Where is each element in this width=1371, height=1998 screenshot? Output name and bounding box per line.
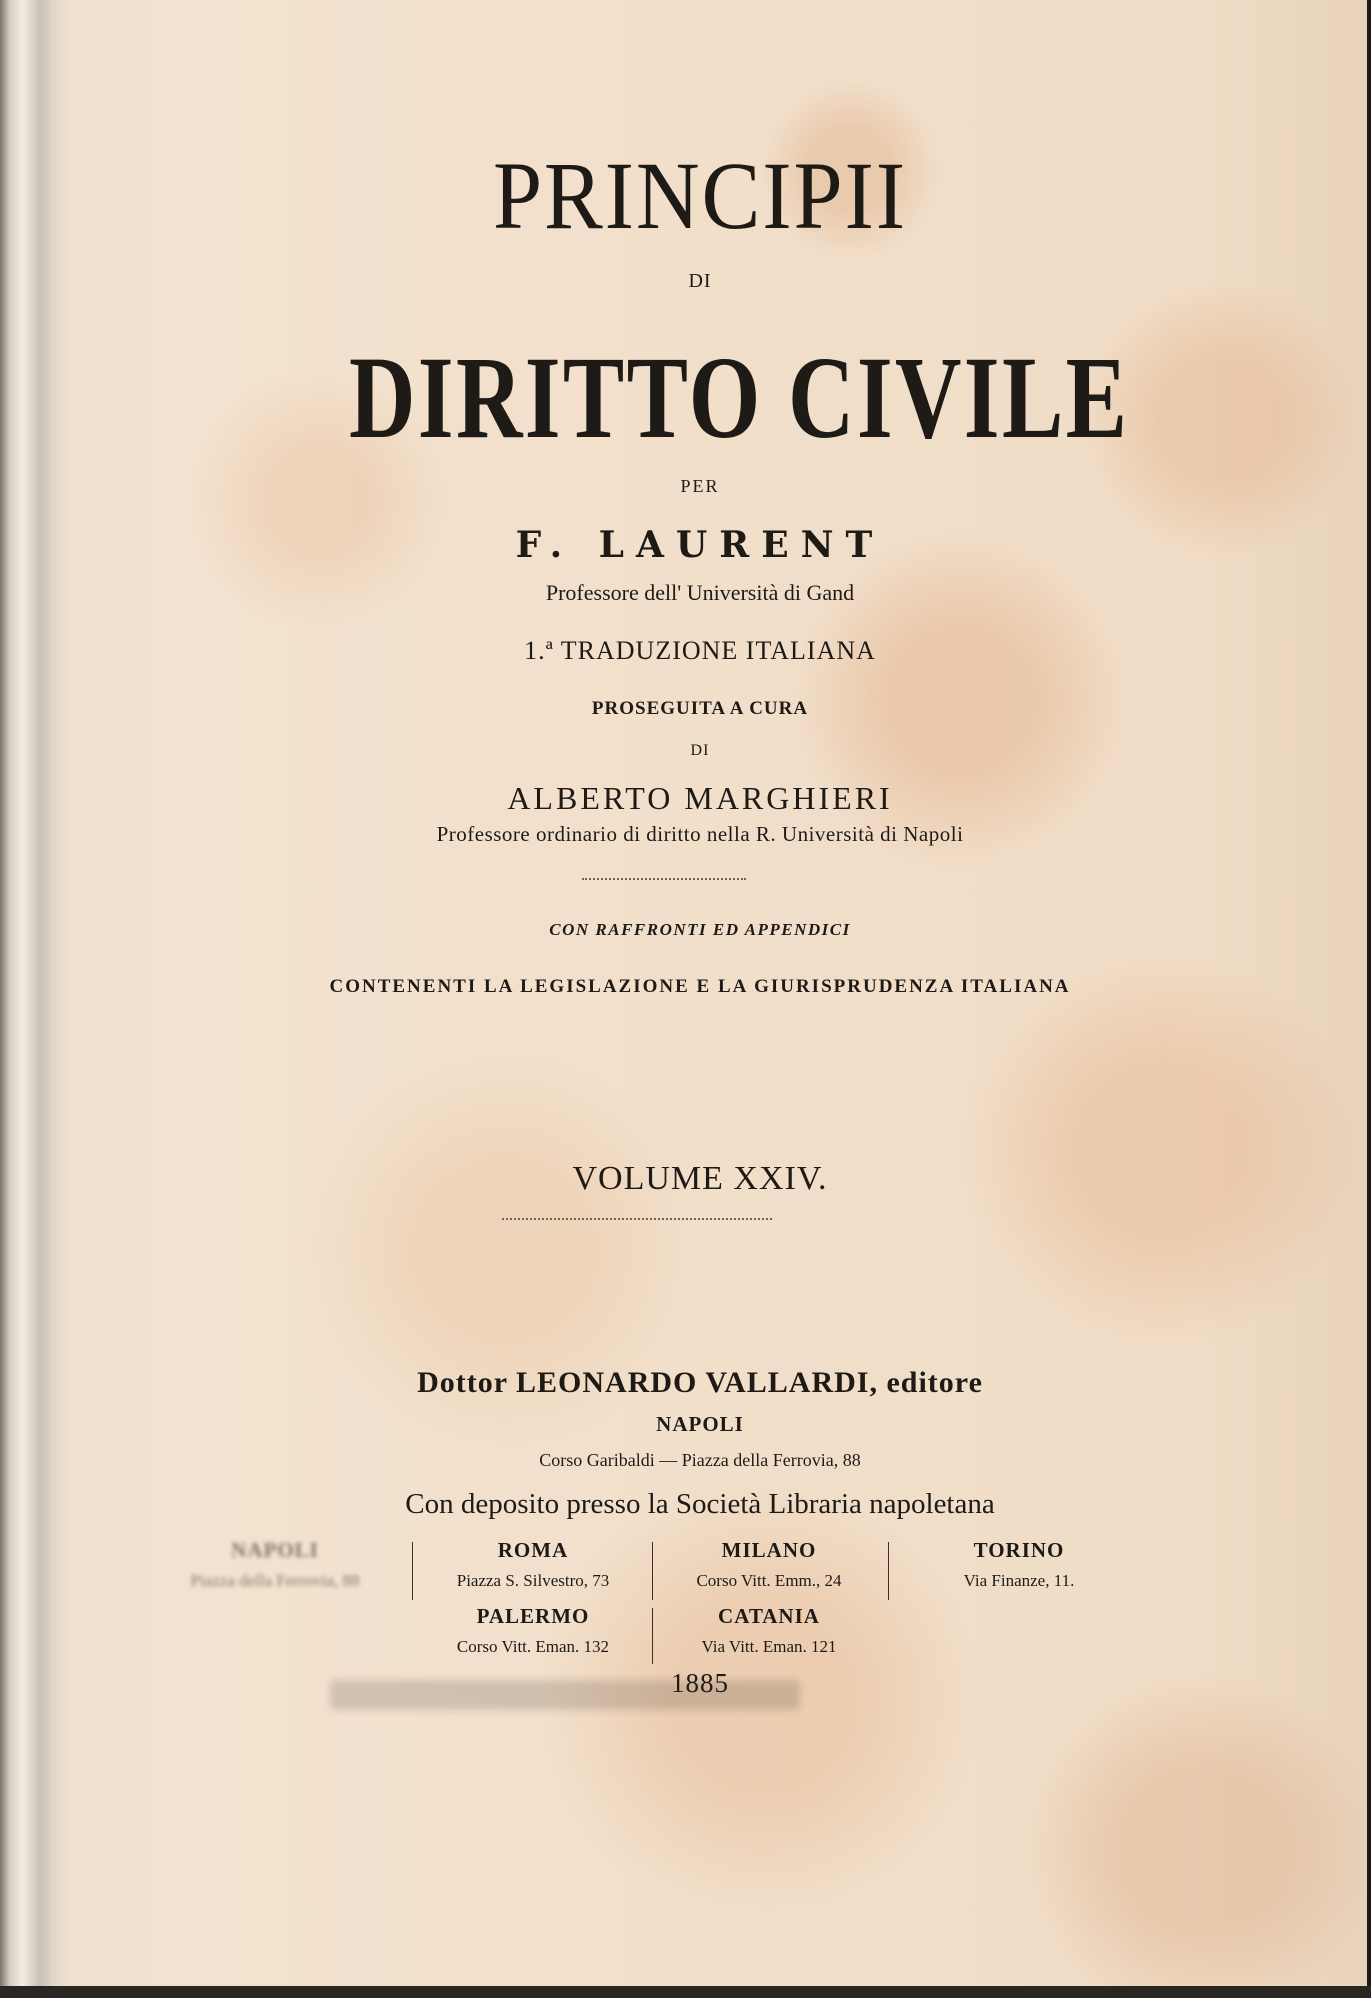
deposit-note: Con deposito presso la Società Libraria napoletana — [405, 1488, 995, 1520]
branch-separator — [652, 1542, 653, 1600]
editor-name: ALBERTO MARGHIERI — [507, 780, 893, 816]
branch-city: PALERMO — [476, 1604, 590, 1628]
publisher-address: Corso Garibaldi — Piazza della Ferrovia, 88 — [539, 1450, 861, 1470]
branch-catania — [656, 1604, 882, 1657]
branch-city: MILANO — [721, 1538, 817, 1562]
branch-napoli — [150, 1538, 400, 1591]
author-title: Professore dell' Università di Gand — [545, 580, 855, 605]
connector-di-1: DI — [688, 270, 712, 292]
publisher-name: Dottor LEONARDO VALLARDI, editore — [417, 1366, 983, 1399]
dotted-divider-1 — [582, 878, 746, 880]
continued-by: PROSEGUITA A CURA — [591, 698, 809, 719]
branch-city: ROMA — [497, 1538, 569, 1562]
branch-city: NAPOLI — [231, 1538, 319, 1562]
branch-separator — [412, 1542, 413, 1600]
title-main: DIRITTO CIVILE — [349, 332, 1130, 463]
translation-note: 1.ª TRADUZIONE ITALIANA — [524, 636, 876, 665]
branch-address: Piazza S. Silvestro, 73 — [456, 1571, 610, 1590]
content-note: CONTENENTI LA LEGISLAZIONE E LA GIURISPRUDENZA ITALIANA — [329, 976, 1071, 997]
title-top: PRINCIPII — [492, 142, 908, 249]
branch-separator — [888, 1542, 889, 1600]
branch-address: Corso Vitt. Eman. 132 — [456, 1637, 610, 1656]
connector-di-2: DI — [690, 742, 710, 759]
branch-milano — [656, 1538, 882, 1591]
editor-title: Professore ordinario di diritto nella R. Università di Napoli — [436, 822, 964, 846]
branch-palermo — [418, 1604, 648, 1657]
dotted-divider-2 — [502, 1218, 772, 1220]
page-edge-right — [1367, 0, 1371, 1998]
branch-roma — [418, 1538, 648, 1591]
faded-stamp — [330, 1680, 800, 1710]
branch-city: CATANIA — [718, 1604, 820, 1628]
branch-address: Via Finanze, 11. — [963, 1571, 1075, 1590]
publisher-city: NAPOLI — [656, 1412, 744, 1436]
by-label: PER — [680, 476, 720, 496]
appendix-note: CON RAFFRONTI ED APPENDICI — [549, 920, 851, 939]
page-edge-bottom — [0, 1986, 1371, 1998]
branch-address: Via Vitt. Eman. 121 — [701, 1637, 837, 1656]
branch-city: TORINO — [973, 1538, 1065, 1562]
author-name: F. LAURENT — [515, 524, 885, 566]
branch-torino — [894, 1538, 1144, 1591]
branch-address: Piazza della Ferrovia, 88 — [190, 1571, 360, 1590]
book-gutter — [0, 0, 52, 1998]
branch-separator — [652, 1608, 653, 1664]
publication-year: 1885 — [671, 1668, 729, 1698]
branch-address: Corso Vitt. Emm., 24 — [696, 1571, 842, 1590]
volume-number: VOLUME XXIV. — [572, 1160, 828, 1197]
